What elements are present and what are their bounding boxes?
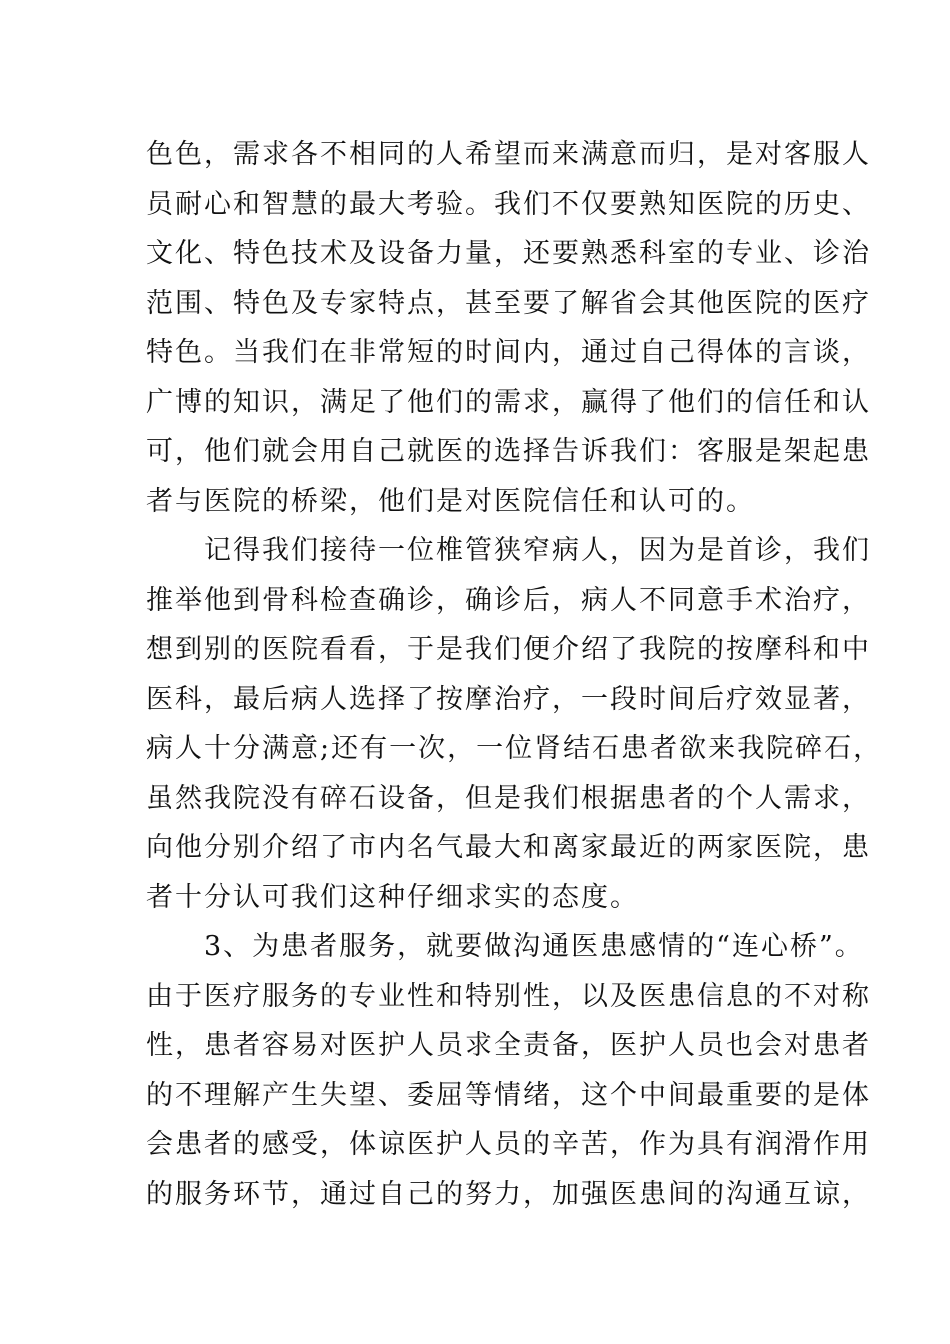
text-line: 虽然我院没有碎石设备，但是我们根据患者的个人需求， xyxy=(146,782,871,814)
text-line: 医科，最后病人选择了按摩治疗，一段时间后疗效显著， xyxy=(146,683,871,715)
text-line: 会患者的感受，体谅医护人员的辛苦，作为具有润滑作用 xyxy=(146,1129,871,1160)
text-line: 范围、特色及专家特点，甚至要了解省会其他医院的医疗 xyxy=(146,287,871,319)
text-line: 性，患者容易对医护人员求全责备，医护人员也会对患者 xyxy=(146,1030,871,1061)
text-line: 想到别的医院看看，于是我们便介绍了我院的按摩科和中 xyxy=(146,634,871,665)
text-line: 者与医院的桥梁，他们是对医院信任和认可的。 xyxy=(146,485,755,517)
text-line: 向他分别介绍了市内名气最大和离家最近的两家医院，患 xyxy=(146,832,871,863)
text-line: 推举他到骨科检查确诊，确诊后，病人不同意手术治疗， xyxy=(146,584,871,616)
text-line: 色色，需求各不相同的人希望而来满意而归，是对客服人 xyxy=(146,139,871,170)
paragraph-start-line: 3、为患者服务，就要做沟通医患感情的“连心桥”。 xyxy=(146,931,864,962)
text-line: 的服务环节，通过自己的努力，加强医患间的沟通互谅， xyxy=(146,1178,871,1210)
text-line: 者十分认可我们这种仔细求实的态度。 xyxy=(146,881,639,913)
text-line: 员耐心和智慧的最大考验。我们不仅要熟知医院的历史、 xyxy=(146,188,871,220)
text-line: 文化、特色技术及设备力量，还要熟悉科室的专业、诊治 xyxy=(146,238,871,269)
text-line: 由于医疗服务的专业性和特别性，以及医患信息的不对称 xyxy=(146,980,871,1012)
text-line: 广博的知识，满足了他们的需求，赢得了他们的信任和认 xyxy=(146,386,871,418)
paragraph-start-line: 记得我们接待一位椎管狭窄病人，因为是首诊，我们 xyxy=(146,535,871,566)
text-line: 病人十分满意;还有一次，一位肾结石患者欲来我院碎石， xyxy=(146,733,883,764)
text-line: 特色。当我们在非常短的时间内，通过自己得体的言谈， xyxy=(146,337,871,368)
text-line: 的不理解产生失望、委屈等情绪，这个中间最重要的是体 xyxy=(146,1079,871,1111)
body-text xyxy=(146,130,883,1219)
text-line: 可，他们就会用自己就医的选择告诉我们：客服是架起患 xyxy=(146,436,871,467)
